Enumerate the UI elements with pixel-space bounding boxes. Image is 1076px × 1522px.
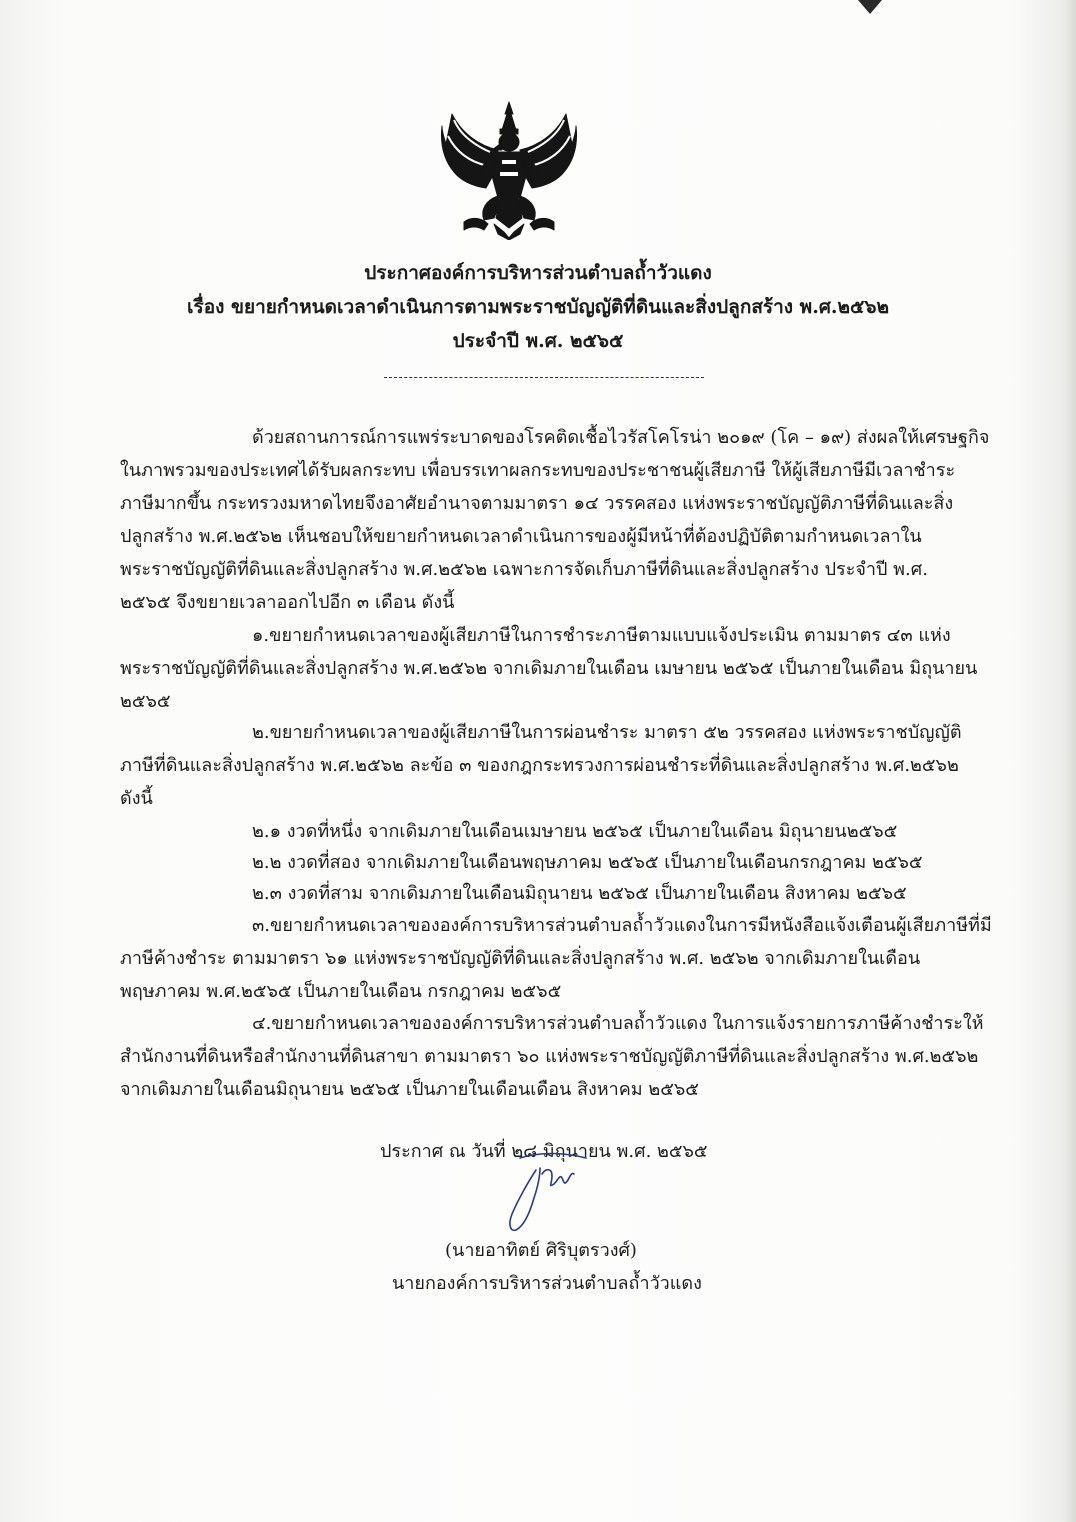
signer-name: (นายอาทิตย์ ศิริบุตรวงศ์) bbox=[445, 1240, 637, 1261]
body-line: พระราชบัญญัติที่ดินและสิ่งปลูกสร้าง พ.ศ.๒๕๖๒ เฉพาะการจัดเก็บภาษีที่ดินและสิ่งปลูกสร้าง ประจำปี พ.ศ. bbox=[120, 559, 928, 580]
item-2-3-line: ๒.๓ งวดที่สาม จากเดิมภายในเดือนมิถุนายน ๒๕๖๕ เป็นภายในเดือน สิงหาคม ๒๕๖๕ bbox=[252, 883, 907, 904]
item-4-line: จากเดิมภายในเดือนมิถุนายน ๒๕๖๕ เป็นภายในเดือนเดือน สิงหาคม ๒๕๖๕ bbox=[120, 1079, 699, 1100]
corner-tear-icon bbox=[858, 0, 882, 16]
item-1-line: ๒๕๖๕ bbox=[120, 691, 171, 712]
body-line: ปลูกสร้าง พ.ศ.๒๕๖๒ เห็นชอบให้ขยายกำหนดเวลาดำเนินการของผู้มีหน้าที่ต้องปฏิบัติตามกำหนดเวลาใน bbox=[120, 526, 922, 547]
item-2-line: ดังนี้ bbox=[120, 788, 153, 809]
separator-rule bbox=[384, 377, 704, 378]
title-line-2: เรื่อง ขยายกำหนดเวลาดำเนินการตามพระราชบัญญัติที่ดินและสิ่งปลูกสร้าง พ.ศ.๒๕๖๒ bbox=[187, 296, 889, 318]
item-2-2-line: ๒.๒ งวดที่สอง จากเดิมภายในเดือนพฤษภาคม ๒๕๖๕ เป็นภายในเดือนกรกฎาคม ๒๕๖๕ bbox=[252, 852, 923, 873]
item-4-line: สำนักงานที่ดินหรือสำนักงานที่ดินสาขา ตามมาตรา ๖๐ แห่งพระราชบัญญัติภาษีที่ดินและสิ่งปลูกสร้าง พ.ศ.๒๕๖๒ bbox=[120, 1046, 979, 1067]
title-line-3: ประจำปี พ.ศ. ๒๕๖๕ bbox=[452, 330, 624, 352]
item-1-line: พระราชบัญญัติที่ดินและสิ่งปลูกสร้าง พ.ศ.๒๕๖๒ จากเดิมภายในเดือน เมษายน ๒๕๖๕ เป็นภายในเดือน มิถุนายน bbox=[120, 658, 978, 679]
item-3-line: ภาษีค้างชำระ ตามมาตรา ๖๑ แห่งพระราชบัญญัติที่ดินและสิ่งปลูกสร้าง พ.ศ. ๒๕๖๒ จากเดิมภายในเดือน bbox=[120, 948, 921, 969]
item-2-line: ภาษีที่ดินและสิ่งปลูกสร้าง พ.ศ.๒๕๖๒ ละข้อ ๓ ของกฎกระทรวงการผ่อนชำระที่ดินและสิ่งปลูกสร้าง พ.ศ.๒๕๖๒ bbox=[120, 755, 959, 776]
body-line: ๒๕๖๕ จึงขยายเวลาออกไปอีก ๓ เดือน ดังนี้ bbox=[120, 592, 455, 613]
signer-title: นายกองค์การบริหารส่วนตำบลถ้ำวัวแดง bbox=[392, 1273, 702, 1294]
announce-date: ประกาศ ณ วันที่ ๒๘ มิถุนายน พ.ศ. ๒๕๖๕ bbox=[380, 1141, 708, 1162]
item-4-line: ๔.ขยายกำหนดเวลาขององค์การบริหารส่วนตำบลถ้ำวัวแดง ในการแจ้งรายการภาษีค้างชำระให้ bbox=[252, 1013, 984, 1034]
body-line: ในภาพรวมของประเทศได้รับผลกระทบ เพื่อบรรเทาผลกระทบของประชาชนผู้เสียภาษี ให้ผู้เสียภาษีมีเวลาชำระ bbox=[120, 460, 956, 481]
page-edge-shadow bbox=[1064, 0, 1076, 1522]
body-line: ภาษีมากขึ้น กระทรวงมหาดไทยจึงอาศัยอำนาจตามมาตรา ๑๔ วรรคสอง แห่งพระราชบัญญัติภาษีที่ดินและสิ่ง bbox=[120, 493, 954, 514]
body-line: ด้วยสถานการณ์การแพร่ระบาดของโรคติดเชื้อไวรัสโคโรน่า ๒๐๑๙ (โค – ๑๙) ส่งผลให้เศรษฐกิจ bbox=[252, 427, 990, 448]
item-2-line: ๒.ขยายกำหนดเวลาของผู้เสียภาษีในการผ่อนชำระ มาตรา ๕๒ วรรคสอง แห่งพระราชบัญญัติ bbox=[252, 722, 962, 743]
item-3-line: ๓.ขยายกำหนดเวลาขององค์การบริหารส่วนตำบลถ้ำวัวแดงในการมีหนังสือแจ้งเตือนผู้เสียภาษีที่มี bbox=[252, 915, 992, 936]
garuda-emblem-icon bbox=[440, 100, 578, 240]
title-line-1: ประกาศองค์การบริหารส่วนตำบลถ้ำวัวแดง bbox=[364, 262, 712, 284]
signature-icon bbox=[490, 1148, 600, 1238]
item-1-line: ๑.ขยายกำหนดเวลาของผู้เสียภาษีในการชำระภาษีตามแบบแจ้งประเมิน ตามมาตร ๔๓ แห่ง bbox=[252, 625, 951, 646]
item-2-1-line: ๒.๑ งวดที่หนึ่ง จากเดิมภายในเดือนเมษายน ๒๕๖๕ เป็นภายในเดือน มิถุนายน๒๕๖๕ bbox=[252, 821, 898, 842]
item-3-line: พฤษภาคม พ.ศ.๒๕๖๕ เป็นภายในเดือน กรกฎาคม ๒๕๖๕ bbox=[120, 981, 562, 1002]
